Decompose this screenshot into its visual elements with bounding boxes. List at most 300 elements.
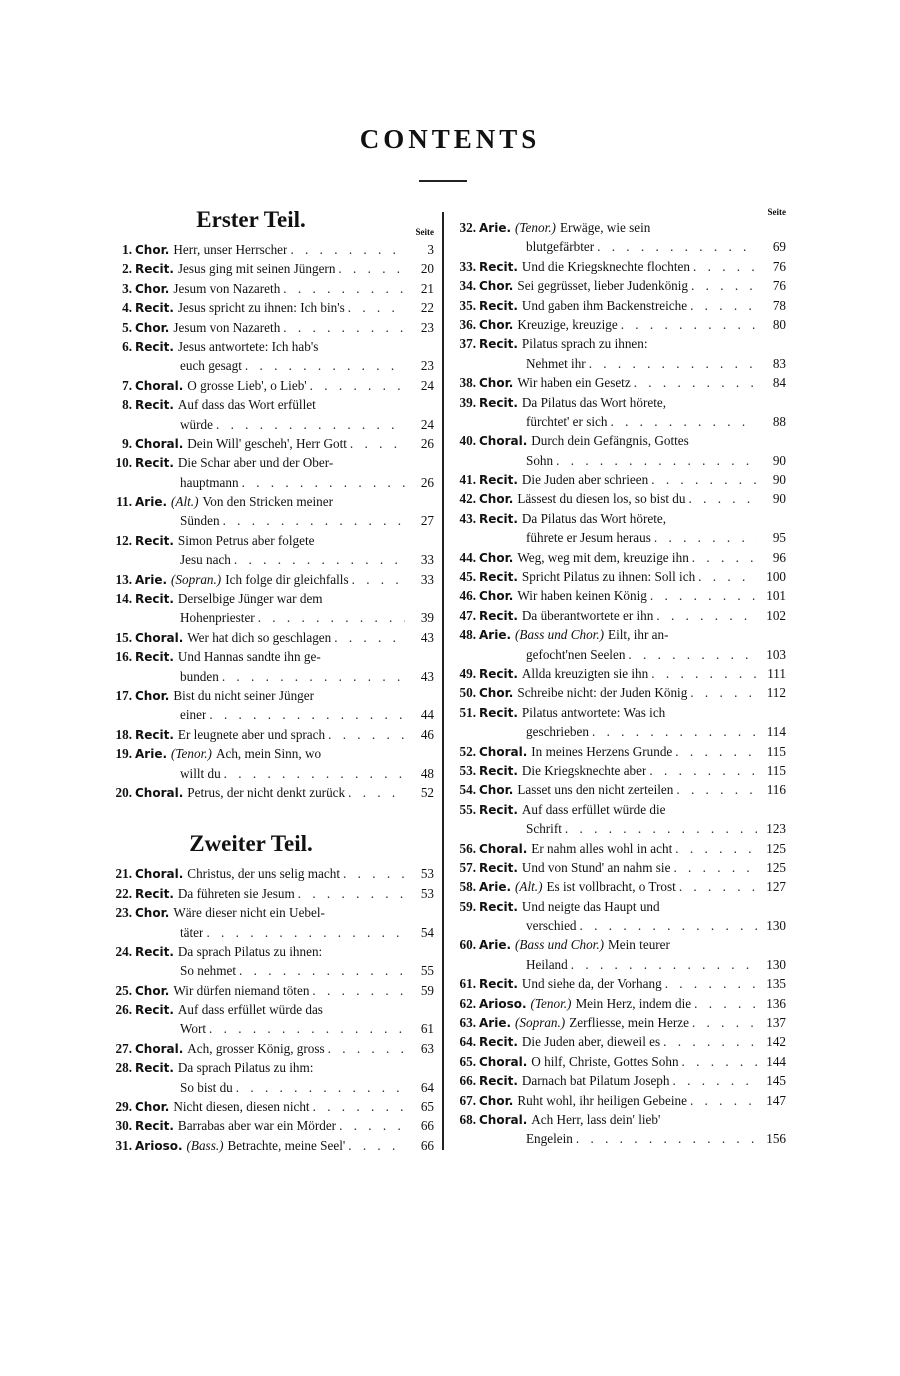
toc-entry xyxy=(108,864,434,883)
entry-title: führete er Jesum heraus xyxy=(526,530,651,546)
dot-leader xyxy=(698,567,757,586)
entry-page-number: 130 xyxy=(766,956,786,972)
toc-entry xyxy=(452,994,786,1013)
dot-leader xyxy=(682,1052,757,1071)
entry-page-number: 66 xyxy=(420,1118,434,1134)
toc-entry xyxy=(452,858,786,877)
entry-page-number: 23 xyxy=(420,319,434,335)
toc-entry xyxy=(108,318,434,337)
entry-page-number: 90 xyxy=(772,452,786,468)
dot-leader xyxy=(565,819,757,838)
dot-leader xyxy=(234,550,405,569)
toc-entry xyxy=(108,376,434,395)
dot-leader xyxy=(634,373,757,392)
entry-type: Recit. xyxy=(479,1035,518,1050)
entry-type: Chor. xyxy=(135,1100,170,1115)
toc-entry xyxy=(108,1136,434,1155)
dot-leader xyxy=(223,511,405,530)
entry-number: 62. xyxy=(459,995,476,1011)
dot-leader xyxy=(328,1039,405,1058)
entry-number: 12. xyxy=(115,532,132,548)
entry-type: Chor. xyxy=(479,492,514,507)
toc-entry xyxy=(452,1110,786,1149)
entry-voice: (Tenor.) xyxy=(515,220,556,235)
entry-number: 57. xyxy=(459,859,476,875)
entry-type: Choral. xyxy=(135,630,184,645)
toc-entry xyxy=(108,1039,434,1058)
toc-entry-line xyxy=(108,903,434,922)
dot-leader xyxy=(283,318,405,337)
entry-number: 58. xyxy=(459,879,476,895)
toc-entry xyxy=(452,586,786,605)
dot-leader xyxy=(283,279,405,298)
dot-leader xyxy=(216,415,405,434)
part-one-title: Erster Teil. xyxy=(196,207,306,232)
entry-number: 39. xyxy=(459,394,476,410)
toc-entry xyxy=(452,800,786,839)
entry-type: Chor. xyxy=(135,243,170,257)
entry-title: Eilt, ihr an- xyxy=(608,627,669,643)
toc-entry xyxy=(108,337,434,376)
dot-leader xyxy=(556,451,757,470)
toc-entry-line xyxy=(452,431,786,450)
entry-number: 44. xyxy=(459,549,476,565)
dot-leader xyxy=(313,1097,405,1116)
entry-number: 63. xyxy=(459,1015,476,1031)
dot-leader xyxy=(651,470,757,489)
toc-entry xyxy=(452,1032,786,1051)
toc-entry-line xyxy=(108,1000,434,1019)
dot-leader xyxy=(694,994,757,1013)
toc-entry-line xyxy=(108,1136,434,1155)
toc-entry xyxy=(108,647,434,686)
entry-title: Auf dass das Wort erfüllet xyxy=(177,397,316,413)
entry-title: Die Juden aber schrieen xyxy=(521,472,649,488)
entry-page-number: 52 xyxy=(420,784,434,800)
entry-page-number: 137 xyxy=(766,1015,786,1031)
entry-number: 18. xyxy=(115,726,132,742)
entry-page-number: 156 xyxy=(766,1131,786,1147)
entry-page-number: 24 xyxy=(420,416,434,432)
toc-entry-line xyxy=(452,664,786,683)
entry-page-number: 88 xyxy=(772,413,786,429)
entry-title: Die Juden aber, dieweil es xyxy=(521,1034,661,1050)
entry-title: Weg, weg mit dem, kreuzige ihn xyxy=(517,549,689,565)
toc-entry xyxy=(452,489,786,508)
entry-number: 16. xyxy=(115,649,132,665)
entry-number: 49. xyxy=(459,665,476,681)
entry-title: Er leugnete aber und sprach xyxy=(177,726,326,742)
entry-page-number: 24 xyxy=(420,377,434,393)
entry-title: Spricht Pilatus zu ihnen: Soll ich xyxy=(521,569,696,585)
entry-title: Hohenpriester xyxy=(180,610,255,626)
entry-title: Simon Petrus aber folgete xyxy=(177,532,315,548)
entry-page-number: 66 xyxy=(420,1137,434,1153)
entry-type: Arie. xyxy=(479,880,512,895)
entry-number: 7. xyxy=(122,377,132,393)
toc-entry-line xyxy=(452,858,786,877)
entry-type: Recit. xyxy=(135,456,174,471)
entry-number: 23. xyxy=(115,905,132,921)
entry-title: bunden xyxy=(180,668,219,684)
toc-entry xyxy=(108,240,434,259)
toc-entry xyxy=(452,509,786,548)
dot-leader xyxy=(338,259,405,278)
toc-entry-line xyxy=(452,354,786,373)
column-divider xyxy=(442,212,444,1150)
toc-entry xyxy=(108,395,434,434)
entry-title: Sei gegrüsset, lieber Judenkönig xyxy=(517,278,689,294)
entry-type: Chor. xyxy=(479,279,514,294)
entry-title: Barrabas aber war ein Mörder xyxy=(177,1118,337,1134)
entry-page-number: 26 xyxy=(420,474,434,490)
entry-number: 3. xyxy=(122,280,132,296)
toc-entry-line xyxy=(108,415,434,434)
entry-number: 35. xyxy=(459,297,476,313)
dot-leader xyxy=(689,489,758,508)
entry-page-number: 53 xyxy=(420,885,434,901)
entry-number: 34. xyxy=(459,278,476,294)
dot-leader xyxy=(656,606,757,625)
toc-entry-line xyxy=(452,1052,786,1071)
dot-leader xyxy=(650,586,757,605)
entry-voice: (Bass und Chor.) xyxy=(515,627,605,643)
entry-page-number: 95 xyxy=(772,530,786,546)
toc-entry xyxy=(108,744,434,783)
entry-title: Pilatus antwortete: Was ich xyxy=(521,704,666,720)
entry-number: 36. xyxy=(459,316,476,332)
entry-type: Recit. xyxy=(479,666,518,681)
entry-number: 32. xyxy=(459,220,476,235)
toc-entry-line xyxy=(108,981,434,1000)
entry-voice: (Bass.) xyxy=(186,1137,224,1153)
toc-entry xyxy=(108,725,434,744)
right-column xyxy=(452,200,786,1149)
entry-number: 30. xyxy=(115,1118,132,1134)
toc-entry xyxy=(452,218,786,257)
entry-title: Da Pilatus das Wort hörete, xyxy=(521,510,667,526)
toc-entry-line xyxy=(108,667,434,686)
entry-title: Und siehe da, der Vorhang xyxy=(521,976,662,992)
entry-number: 61. xyxy=(459,976,476,992)
entry-type: Chor. xyxy=(479,1093,514,1108)
entry-page-number: 135 xyxy=(766,976,786,992)
entry-title: Und Hannas sandte ihn ge- xyxy=(177,649,321,665)
entry-title: Dein Will' gescheh', Herr Gott xyxy=(187,435,347,451)
entry-type: Recit. xyxy=(479,860,518,875)
entry-type: Recit. xyxy=(135,592,174,607)
dot-leader xyxy=(222,667,405,686)
toc-entry xyxy=(452,664,786,683)
entry-type: Choral. xyxy=(479,434,528,449)
seite-label-right: Seite xyxy=(767,207,786,217)
entry-title: Jesum von Nazareth xyxy=(173,280,281,296)
entry-type: Chor. xyxy=(135,281,170,296)
toc-entry xyxy=(452,683,786,702)
entry-voice: (Sopran.) xyxy=(171,571,222,587)
entry-type: Recit. xyxy=(479,1074,518,1089)
entry-number: 15. xyxy=(115,629,132,645)
toc-entry-line xyxy=(452,819,786,838)
toc-entry-line xyxy=(108,1078,434,1097)
entry-title: Da sprach Pilatus zu ihm: xyxy=(177,1060,314,1076)
entry-page-number: 111 xyxy=(767,665,786,681)
entry-type: Recit. xyxy=(135,262,174,277)
entry-page-number: 145 xyxy=(766,1073,786,1089)
dot-leader xyxy=(236,1078,405,1097)
entry-type: Recit. xyxy=(135,886,174,901)
entry-page-number: 125 xyxy=(766,859,786,875)
entry-type: Arie. xyxy=(479,938,512,953)
dot-leader xyxy=(258,608,405,627)
entry-number: 59. xyxy=(459,898,476,914)
entry-title: Da führeten sie Jesum xyxy=(177,885,295,901)
toc-entry-line xyxy=(108,764,434,783)
toc-entry-line xyxy=(452,451,786,470)
entry-title: Pilatus sprach zu ihnen: xyxy=(521,336,648,352)
toc-entry-line xyxy=(452,1013,786,1032)
entry-title: Jesus spricht zu ihnen: Ich bin's xyxy=(177,300,345,316)
entry-number: 8. xyxy=(122,397,132,413)
dot-leader xyxy=(298,884,405,903)
entry-number: 52. xyxy=(459,743,476,759)
toc-entry xyxy=(452,877,786,896)
entry-page-number: 136 xyxy=(766,995,786,1011)
toc-entry-line xyxy=(108,531,434,550)
toc-entry xyxy=(452,315,786,334)
dot-leader xyxy=(675,839,757,858)
entry-type: Choral. xyxy=(479,744,528,759)
dot-leader xyxy=(348,1136,405,1155)
toc-entry-line xyxy=(452,1071,786,1090)
entry-number: 40. xyxy=(459,433,476,449)
entry-number: 28. xyxy=(115,1060,132,1076)
entry-page-number: 130 xyxy=(766,918,786,934)
entry-type: Chor. xyxy=(479,550,514,565)
toc-entry-line xyxy=(452,489,786,508)
entry-number: 65. xyxy=(459,1053,476,1069)
entry-title: Lasset uns den nicht zerteilen xyxy=(517,782,674,798)
entry-page-number: 65 xyxy=(420,1099,434,1115)
entry-title: blutgefärbter xyxy=(526,239,595,255)
toc-entry-line xyxy=(108,942,434,961)
entry-page-number: 115 xyxy=(766,743,786,759)
entry-page-number: 43 xyxy=(420,668,434,684)
dot-leader xyxy=(245,356,405,375)
entry-page-number: 114 xyxy=(766,724,786,740)
dot-leader xyxy=(649,761,757,780)
entry-type: Recit. xyxy=(135,650,174,665)
toc-entry-line xyxy=(452,974,786,993)
entry-title: Wer hat dich so geschlagen xyxy=(187,629,332,645)
entry-title: Mein Herz, indem die xyxy=(575,995,692,1011)
toc-entry xyxy=(108,686,434,725)
entry-page-number: 21 xyxy=(420,280,434,296)
dot-leader xyxy=(239,961,405,980)
entry-number: 42. xyxy=(459,491,476,507)
toc-entry xyxy=(452,1071,786,1090)
entry-type: Chor. xyxy=(479,686,514,701)
dot-leader xyxy=(224,764,405,783)
toc-entry xyxy=(452,974,786,993)
entry-title: Betrachte, meine Seel' xyxy=(227,1137,346,1153)
entry-type: Recit. xyxy=(479,802,518,817)
entry-page-number: 54 xyxy=(420,924,434,940)
entry-number: 17. xyxy=(115,687,132,703)
entry-title: Schreibe nicht: der Juden König xyxy=(517,685,688,701)
toc-entry-line xyxy=(108,1039,434,1058)
entry-title: Da sprach Pilatus zu ihnen: xyxy=(177,943,323,959)
toc-entry xyxy=(452,276,786,295)
entry-type: Chor. xyxy=(135,688,170,703)
entry-page-number: 26 xyxy=(420,435,434,451)
toc-entry-line xyxy=(452,897,786,916)
dot-leader xyxy=(610,412,757,431)
entry-type: Choral. xyxy=(135,436,184,451)
entry-title: O grosse Lieb', o Lieb' xyxy=(187,377,307,393)
entry-title: Wir haben ein Gesetz xyxy=(517,375,631,391)
toc-entry-line xyxy=(452,683,786,702)
entry-type: Choral. xyxy=(135,867,184,882)
entry-title: einer xyxy=(180,707,207,723)
entry-number: 38. xyxy=(459,375,476,391)
toc-entry xyxy=(452,1052,786,1071)
entry-type: Recit. xyxy=(479,705,518,720)
toc-entry-line xyxy=(108,608,434,627)
entry-type: Recit. xyxy=(479,259,518,274)
toc-entry xyxy=(452,431,786,470)
dot-leader xyxy=(628,645,757,664)
entry-page-number: 102 xyxy=(766,607,786,623)
entry-page-number: 127 xyxy=(766,879,786,895)
entry-title: Darnach bat Pilatum Joseph xyxy=(521,1073,670,1089)
toc-entry xyxy=(108,903,434,942)
entry-number: 27. xyxy=(115,1040,132,1056)
entry-number: 54. xyxy=(459,782,476,798)
entry-type: Arie. xyxy=(479,1016,512,1031)
entry-title: In meines Herzens Grunde xyxy=(531,743,673,759)
entry-number: 45. xyxy=(459,569,476,585)
part-one-heading xyxy=(108,200,434,240)
toc-entry-line xyxy=(452,761,786,780)
left-column xyxy=(108,200,434,1155)
toc-entry-line xyxy=(108,434,434,453)
entry-type: Chor. xyxy=(135,320,170,335)
toc-entry xyxy=(108,628,434,647)
entry-type: Choral. xyxy=(135,785,184,800)
toc-entry xyxy=(452,373,786,392)
toc-entry xyxy=(108,1000,434,1039)
toc-entry xyxy=(452,897,786,936)
entry-title: Petrus, der nicht denkt zurück xyxy=(187,784,346,800)
toc-entry-line xyxy=(108,744,434,763)
dot-leader xyxy=(691,276,757,295)
toc-entry-line xyxy=(452,237,786,256)
toc-entry-line xyxy=(108,705,434,724)
toc-entry xyxy=(108,259,434,278)
toc-entry-line xyxy=(108,337,434,356)
part-two-list xyxy=(108,864,434,1155)
toc-entry-line xyxy=(452,955,786,974)
toc-entry-line xyxy=(108,570,434,589)
dot-leader xyxy=(352,570,405,589)
entry-number: 37. xyxy=(459,336,476,352)
entry-number: 46. xyxy=(459,588,476,604)
dot-leader xyxy=(571,955,757,974)
entry-title: Erwäge, wie sein xyxy=(559,220,651,235)
entry-title: Durch dein Gefängnis, Gottes xyxy=(531,433,689,449)
entry-type: Arie. xyxy=(479,628,512,643)
entry-type: Recit. xyxy=(479,977,518,992)
entry-number: 5. xyxy=(122,319,132,335)
entry-page-number: 116 xyxy=(766,782,786,798)
entry-page-number: 33 xyxy=(420,571,434,587)
entry-title: Ach Herr, lass dein' lieb' xyxy=(531,1111,661,1127)
entry-title: Und gaben ihm Backenstreiche xyxy=(521,297,688,313)
entry-type: Chor. xyxy=(135,906,170,921)
entry-title: Nehmet ihr xyxy=(526,355,586,371)
entry-number: 47. xyxy=(459,607,476,623)
dot-leader xyxy=(348,783,405,802)
toc-entry-line xyxy=(108,318,434,337)
toc-entry-line xyxy=(108,376,434,395)
toc-entry-line xyxy=(452,1032,786,1051)
entry-type: Recit. xyxy=(135,727,174,742)
toc-entry-line xyxy=(452,509,786,528)
entry-page-number: 46 xyxy=(420,726,434,742)
entry-type: Chor. xyxy=(479,317,514,332)
entry-type: Arioso. xyxy=(135,1138,183,1153)
entry-page-number: 100 xyxy=(766,569,786,585)
entry-number: 56. xyxy=(459,840,476,856)
entry-number: 20. xyxy=(115,784,132,800)
toc-entry-line xyxy=(108,884,434,903)
entry-page-number: 101 xyxy=(766,588,786,604)
title-rule xyxy=(419,180,467,182)
entry-title: täter xyxy=(180,924,204,940)
toc-entry xyxy=(108,884,434,903)
dot-leader xyxy=(693,257,757,276)
entry-title: fürchtet' er sich xyxy=(526,413,608,429)
entry-page-number: 125 xyxy=(766,840,786,856)
right-entry-list xyxy=(452,218,786,1149)
dot-leader xyxy=(328,725,405,744)
dot-leader xyxy=(690,683,757,702)
entry-title: Jesum von Nazareth xyxy=(173,319,281,335)
entry-title: O hilf, Christe, Gottes Sohn xyxy=(531,1053,679,1069)
entry-title: Da Pilatus das Wort hörete, xyxy=(521,394,667,410)
entry-title: Nicht diesen, diesen nicht xyxy=(173,1099,310,1115)
entry-page-number: 39 xyxy=(420,610,434,626)
entry-title: Derselbige Jünger war dem xyxy=(177,591,323,607)
toc-entry xyxy=(452,625,786,664)
entry-title: Jesus antwortete: Ich hab's xyxy=(177,338,319,354)
toc-entry xyxy=(108,492,434,531)
toc-entry xyxy=(452,334,786,373)
entry-page-number: 80 xyxy=(772,316,786,332)
entry-number: 9. xyxy=(122,435,132,451)
entry-number: 2. xyxy=(122,261,132,277)
toc-entry-line xyxy=(108,783,434,802)
entry-title: Ach, grosser König, gross xyxy=(187,1040,325,1056)
toc-entry-line xyxy=(452,528,786,547)
toc-entry-line xyxy=(452,800,786,819)
entry-type: Recit. xyxy=(135,1119,174,1134)
toc-entry-line xyxy=(452,296,786,315)
toc-entry-line xyxy=(452,606,786,625)
entry-number: 48. xyxy=(459,627,476,643)
entry-title: Herr, unser Herrscher xyxy=(173,242,288,257)
